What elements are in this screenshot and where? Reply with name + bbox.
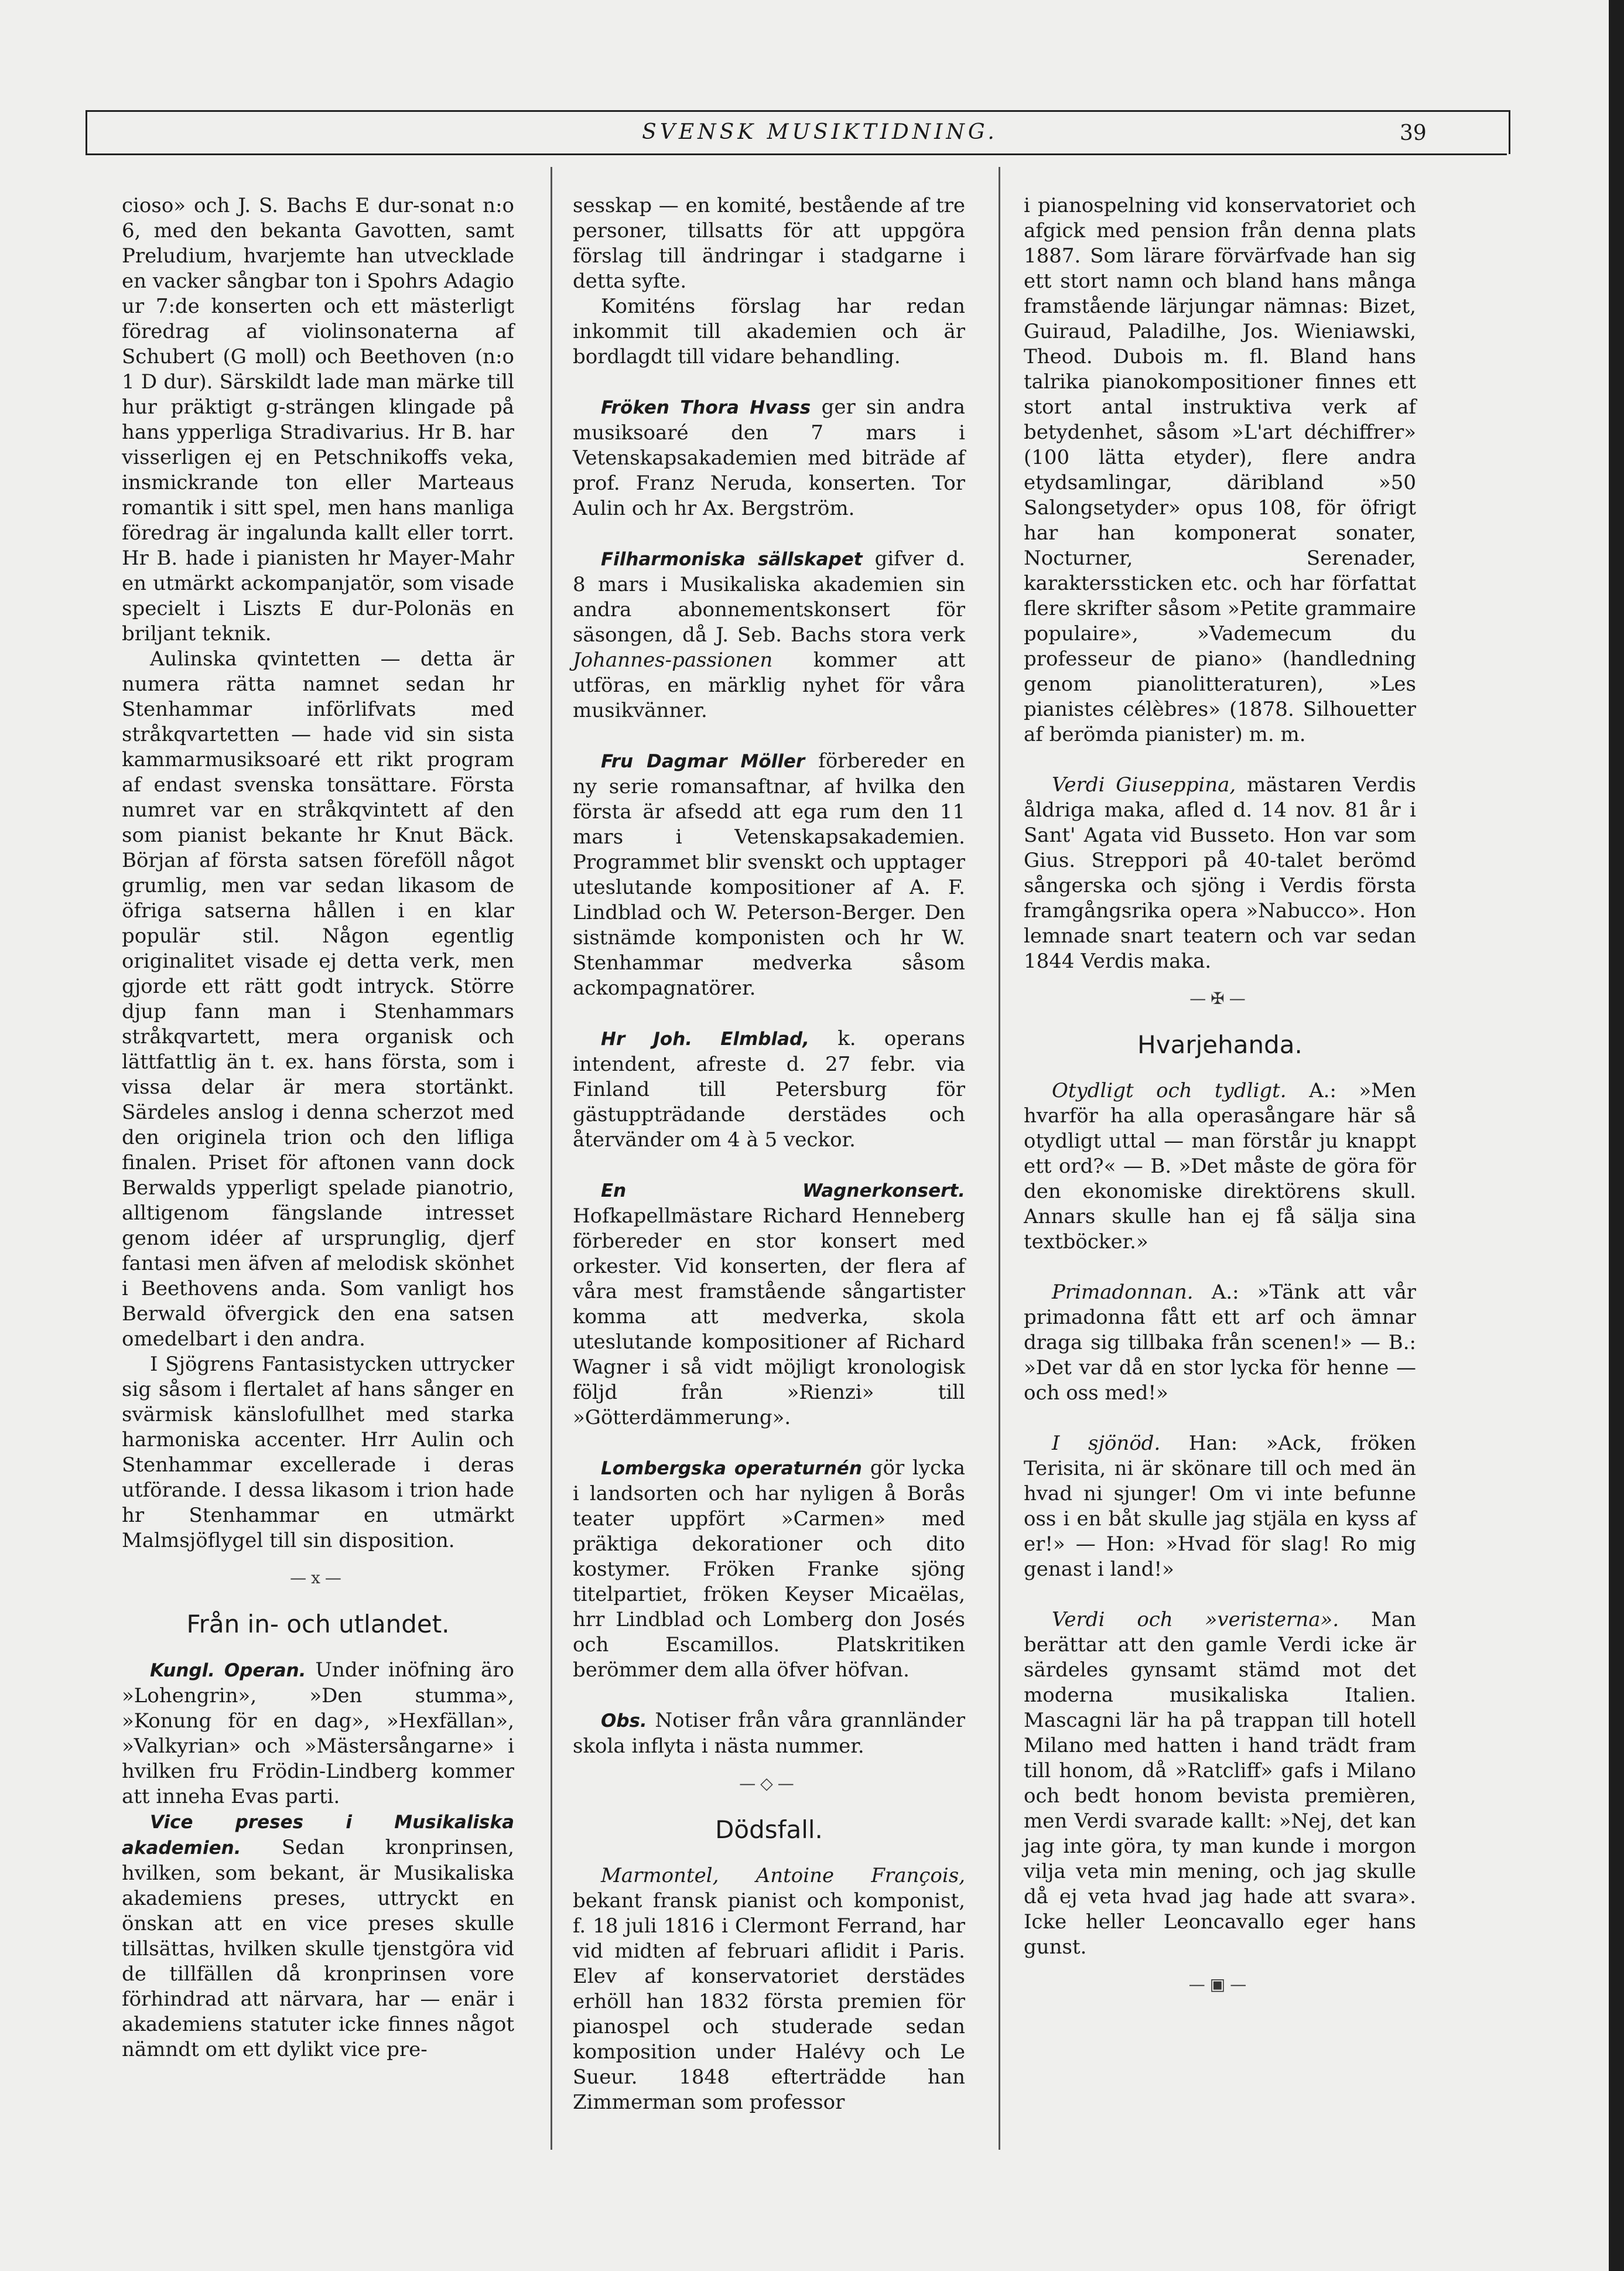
text-otydligt: A.: »Men hvarför ha alla operasångare här så otydligt uttal — man förstår ju knappt ett ord?« — B. »Det måste de göra för den ekonomiske direktörens skull. Annars skulle han ej få sälja sina textböcker.» [1024,1079,1416,1254]
col3-divider: —✠— [1189,989,1250,1008]
column-2 [573,193,965,2115]
col2-divider: —◇— [739,1774,799,1793]
lead-elmblad: Hr Joh. Elmblad, [601,1029,810,1050]
page-number: 39 [1400,121,1427,145]
lead-wagnerkonsert: En Wagnerkonsert. [601,1180,965,1201]
news-kungl-operan [122,1658,514,1809]
news-vice-preses [122,1809,514,2062]
obituary-marmontel [573,1863,965,2115]
lead-sjonod: I sjönöd. [1052,1432,1161,1455]
obituary-verdi-giuseppina [1024,773,1416,974]
col1-paragraph-3: I Sjögrens Fantasistycken uttrycker sig såsom i flertalet af hans sånger en svärmisk känslofullhet med starka harmoniska accenter. Hrr Aulin och Stenhammar excellerade i deras utförande. I dessa likasom i trion hade hr Stenhammar en utmärkt Malmsjöflygel till sin disposition. [122,1353,514,1552]
lead-marmontel: Marmontel, Antoine François, [601,1864,965,1887]
text-obs: Notiser från våra grannländer skola inflyta i nästa nummer. [573,1709,965,1758]
section-heading-fran-in-och-utlandet: Från in- och utlandet. [186,1610,450,1638]
lead-verismo: Verdi och »veristerna». [1052,1608,1339,1631]
col1-paragraph-2: Aulinska qvintetten — detta är numera rätta namnet sedan hr Stenhammar införlifvats med stråkqvartetten — hade vid sin sista kammarmusiksoaré ett rikt program af endast svenska tonsättare. Första numret var en stråkqvintett af den som pianist bekante hr Knut Bäck. Början af första satsen föreföll något grumlig, men var sedan likasom de öfriga satserna hållen i en klar populär stil. Någon egentlig originalitet visade ej detta verk, men gjorde ett rätt godt intryck. Större djup fann man i Stenhammars stråkqvartett, mera organisk och lättfattlig än t. ex. hans första, som i vissa delar är mera stortänkt. Särdeles anslog i denna scherzot med den originela trion och den lifliga finalen. Priset för aftonen vann dock Berwalds ypperligt spelade pianotrio, alltigenom fängslande intresset genom idéer af ursprunglig, djerf fantasi men äfven af melodisk skönhet i Beethovens anda. Som vanligt hos Berwald öfvergick den ena satsen omedelbart i den andra. [122,647,514,1351]
news-filharmoniska [573,547,965,723]
text-marmontel: bekant fransk pianist och komponist, f. 18 juli 1816 i Clermont Ferrand, har vid midten af februari aflidit i Paris. Elev af konservatoriet derstädes erhöll han 1832 första premien för pianospel och studerade sedan komposition under Halévy och Le Sueur. 1848 efterträdde han Zimmerman som professor [573,1889,965,2114]
news-lombergska [573,1456,965,1683]
news-wagnerkonsert [573,1178,965,1430]
news-thora-hvass [573,395,965,521]
news-dagmar-moller [573,749,965,1001]
section-heading-hvarjehanda: Hvarjehanda. [1137,1030,1302,1059]
anecdote-verismo [1024,1607,1416,1960]
text-elmblad: k. operans intendent, afreste d. 27 febr. via Finland till Petersburg för gästuppträdande derstädes och återvänder om 4 à 5 veckor. [573,1027,965,1152]
lead-filharmoniska: Filharmoniska sällskapet [601,549,863,570]
col2-paragraph-2: Komiténs förslag har redan inkommit till akademien och är bordlagdt till vidare behandling. [573,295,965,368]
text-lombergska: gör lycka i landsorten och har nyligen å Borås teater uppfört »Carmen» med präktiga dekorationer och dito kostymer. Fröken Franke sjöng titelpartiet, fröken Keyser Micaëlas, hrr Lindblad och Lomberg don Josés och Escamillos. Platskritiken berömmer dem alla öfver höfvan. [573,1456,965,1682]
lead-thora-hvass: Fröken Thora Hvass [601,397,811,418]
anecdote-otydligt [1024,1078,1416,1255]
text-thora-hvass: ger sin andra musiksoaré den 7 mars i Vetenskapsakademien med biträde af prof. Franz Neruda, konserten. Tor Aulin och hr Ax. Bergström. [573,395,965,520]
text-dagmar-moller: förbereder en ny serie romansaftnar, af hvilka den första är afsedd att ega rum den 11 mars i Vetenskapsakademien. Programmet blir svenskt och upptager uteslutande kompositioner af A. F. Lindblad och W. Peterson-Berger. Den sistnämde komponisten och hr W. Stenhammar medverka såsom ackompagnatörer. [573,749,965,1000]
anecdote-sjonod [1024,1431,1416,1582]
lead-lombergska: Lombergska operaturnén [601,1458,862,1479]
text-verismo: Man berättar att den gamle Verdi icke är särdeles gynsamt stämd mot det moderna musikaliska Italien. Mascagni lär ha på trappan till hotell Milano med hatten i hand trädt fram till honom, då »Ratcliff» gafs i Milano och bedt honom bevista premièren, men Verdi svarade kallt: »Nej, det kan jag inte göra, ty man kunde i morgon vilja veta min mening, och jag skulle då ej veta hvad jag hade att svara». Icke heller Leoncavallo eger hans gunst. [1024,1608,1417,1959]
text-filharmoniska-2: kommer att utföras, en märklig nyhet för våra musikvänner. [573,648,965,722]
lead-vice-preses: Vice preses i Musikaliska akademien. [122,1812,514,1859]
text-vice-preses: Sedan kronprinsen, hvilken, som bekant, är Musikaliska akademiens preses, uttryckt en önskan att en vice preses skulle tillsättas, hvilken skulle tjenstgöra vid de tillfällen då kronprinsen vore förhindrad att närvara, har — enär i akademiens statuter icke finnes något nämndt om ett dylikt vice pre- [122,1836,514,2061]
text-filharmoniska-1: gifver d. 8 mars i Musikaliska akademien sin andra abonnementskonsert för säsongen, då J. Seb. Bachs stora verk [573,547,966,647]
text-verdi-giuseppina: mästaren Verdis åldriga maka, afled d. 14 nov. 81 år i Sant' Agata vid Busseto. Hon var som Gius. Streppori på 40-talet berömd sångerska och sjöng i Verdis första framgångsrika opera »Nabucco». Hon lemnade snart teatern och var sedan 1844 Verdis maka. [1024,773,1417,973]
column-3 [1024,193,1416,2009]
news-elmblad [573,1026,965,1153]
page-edge-shadow [1609,0,1624,2271]
text-sjonod: Han: »Ack, fröken Terisita, ni är skönare till och med än hvad ni sjunger! Om vi inte befunne oss i en båt skulle jag stjäla en kyss af er!» — Hon: »Hvad för slag! Ro mig genast i land!» [1024,1432,1417,1581]
column-rule-2 [999,167,1000,2150]
lead-dagmar-moller: Fru Dagmar Möller [601,751,805,772]
text-kungl-operan: Under inöfning äro »Lohengrin», »Den stumma», »Konung för en dag», »Hexfällan», »Valkyrian» och »Mästersångarne» i hvilken fru Frödin-Lindberg kommer att inneha Evas parti. [122,1658,514,1808]
text-johannespassionen: Johannes-passionen [573,648,773,672]
col1-paragraph-1: cioso» och J. S. Bachs E dur-sonat n:o 6, med den bekanta Gavotten, samt Preludium, hvarjemte han utvecklade en vacker sångbar ton i Spohrs Adagio ur 7:de konserten och ett mästerligt föredrag af violinsonaterna af Schubert (G moll) och Beethoven (n:o 1 D dur). Särskildt lade man märke till hur präktigt g-strängen klingade på hans ypperliga Stradivarius. Hr B. har visserligen ej en Petschnikoffs veka, insmickrande ton eller Marteaus romantik i sitt spel, men hans manliga föredrag är ingalunda kallt eller torrt. Hr B. hade i pianisten hr Mayer-Mahr en utmärkt ackompanjatör, som visade specielt i Liszts E dur-Polonäs en briljant teknik. [122,194,514,646]
lead-primadonnan: Primadonnan. [1052,1280,1194,1304]
col2-paragraph-1: sesskap — en komité, bestående af tre personer, tillsatts för att uppgöra förslag till ändringar i stadgarne i detta syfte. [573,194,965,293]
lead-otydligt: Otydligt och tydligt. [1052,1079,1287,1102]
column-rule-1 [551,167,552,2150]
lead-kungl-operan: Kungl. Operan. [150,1660,306,1681]
news-obs [573,1708,965,1759]
text-primadonnan: A.: »Tänk att vår primadonna fått ett arf och ämnar draga sig tillbaka från scenen!» — B.: »Det var då en stor lycka för henne — och oss med!» [1024,1280,1416,1405]
anecdote-primadonnan [1024,1280,1416,1406]
lead-obs: Obs. [601,1710,647,1732]
column-1 [122,193,514,2062]
lead-verdi-giuseppina: Verdi Giuseppina, [1052,773,1236,797]
section-heading-dodsfall: Dödsfall. [715,1815,823,1844]
text-wagnerkonsert: Hofkapellmästare Richard Henneberg förbereder en stor konsert med orkester. Vid konserten, der flera af våra mest framstående sångartister komma att medverka, skola uteslutande kompositioner af Richard Wagner i så vidt möjligt kronologisk följd från »Rienzi» till »Götterdämmerung». [573,1204,965,1429]
col3-paragraph-1: i pianospelning vid konservatoriet och afgick med pension från denna plats 1887. Som lärare förvärfvade han sig ett stort namn och bland hans många framstående lärjungar nämnas: Bizet, Guiraud, Paladilhe, Jos. Wieniawski, Theod. Dubois m. fl. Bland hans talrika pianokompositioner finnes ett stort antal instruktiva verk af betydenhet, såsom »L'art déchiffrer» (100 lätta etyder), flere andra etydsamlingar, däribland »50 Salongsetyder» opus 108, för öfrigt har han komponerat sonater, Nocturner, Serenader, karakterssticken etc. och har författat flere skrifter såsom »Petite grammaire populaire», »Vademecum du professeur de piano» (handledning genom pianolitteraturen), »Les pianistes célèbres» (1878. Silhouetter af berömda pianister) m. m. [1024,194,1416,746]
col3-end-divider: —▣— [1188,1975,1252,1994]
col1-divider: —x— [290,1568,346,1587]
running-title: SVENSK MUSIKTIDNING. [642,120,998,144]
